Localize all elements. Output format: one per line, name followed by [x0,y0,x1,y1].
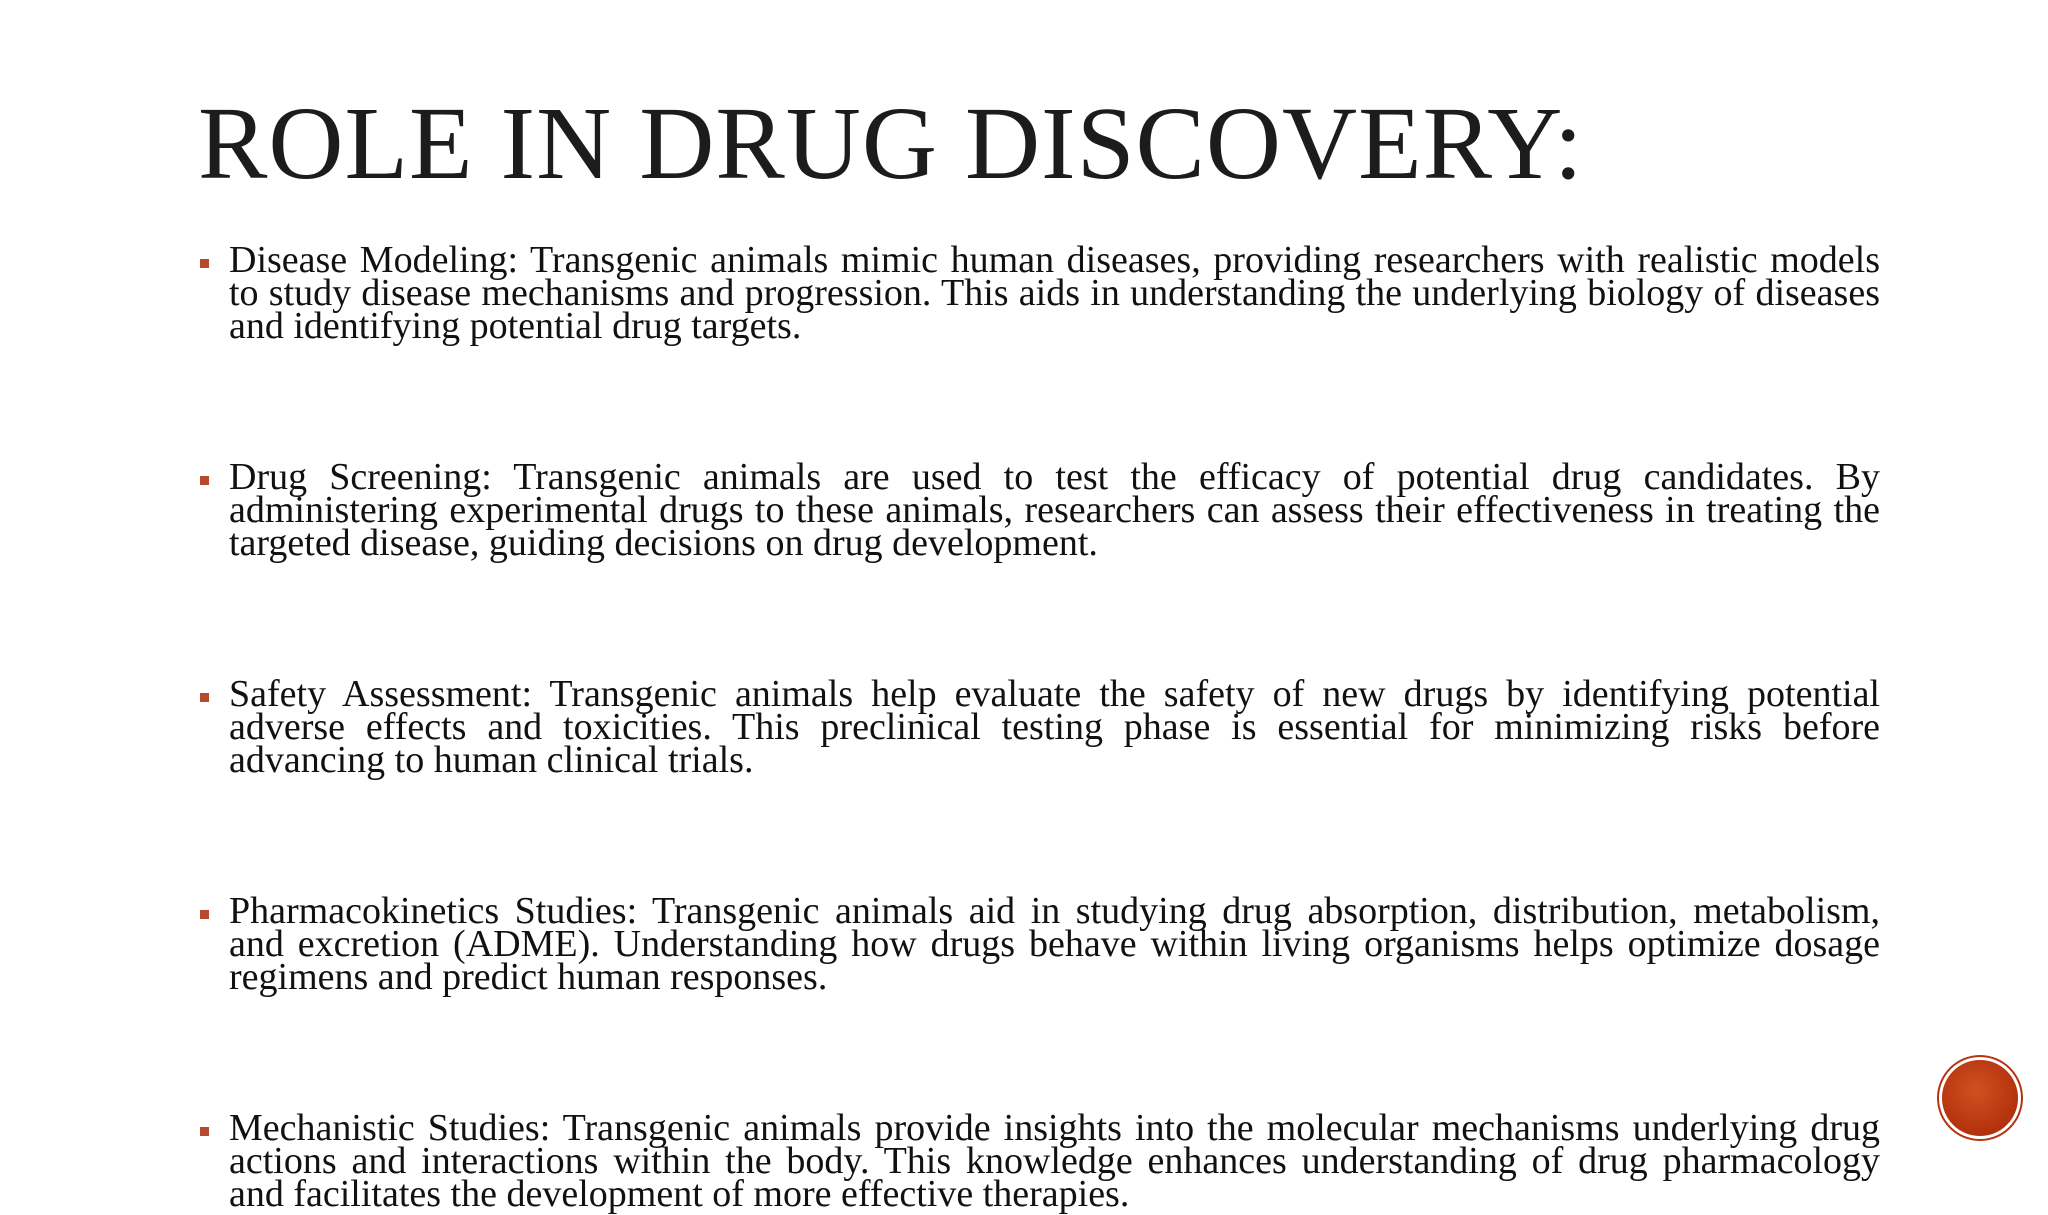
bullet-item-safety-assessment [198,673,1880,781]
bullet-list [198,239,1880,1215]
square-bullet-icon [200,259,209,268]
square-bullet-icon [200,476,209,485]
bullet-text: Drug Screening: Transgenic animals are used to test the efficacy of potential drug candidates. By administering experimental drugs to these animals, researchers can assess their effectiveness in treating the targeted disease, guiding decisions on drug development. [229,456,1880,564]
slide-title: ROLE IN DRUG DISCOVERY: [198,86,1584,201]
bullet-text: Disease Modeling: Transgenic animals mimic human diseases, providing researchers with realistic models to study disease mechanisms and progression. This aids in understanding the underlying biology of diseases and identifying potential drug targets. [229,239,1880,347]
square-bullet-icon [200,1127,209,1136]
bullet-item-mechanistic-studies [198,1107,1880,1215]
bullet-item-drug-screening [198,456,1880,564]
square-bullet-icon [200,910,209,919]
bullet-text: Safety Assessment: Transgenic animals help evaluate the safety of new drugs by identifying potential adverse effects and toxicities. This preclinical testing phase is essential for minimizing risks before advancing to human clinical trials. [229,673,1880,781]
bullet-text: Pharmacokinetics Studies: Transgenic animals aid in studying drug absorption, distribution, metabolism, and excretion (ADME). Understanding how drugs behave within living organisms helps optimize dosage regimens and predict human responses. [229,890,1880,998]
bullet-item-pharmacokinetics-studies [198,890,1880,998]
square-bullet-icon [200,693,209,702]
red-circle-badge-icon [1942,1060,2018,1136]
bullet-text: Mechanistic Studies: Transgenic animals provide insights into the molecular mechanisms underlying drug actions and interactions within the body. This knowledge enhances understanding of drug pharmacology and facilitates the development of more effective therapies. [229,1107,1880,1215]
bullet-item-disease-modeling [198,239,1880,347]
